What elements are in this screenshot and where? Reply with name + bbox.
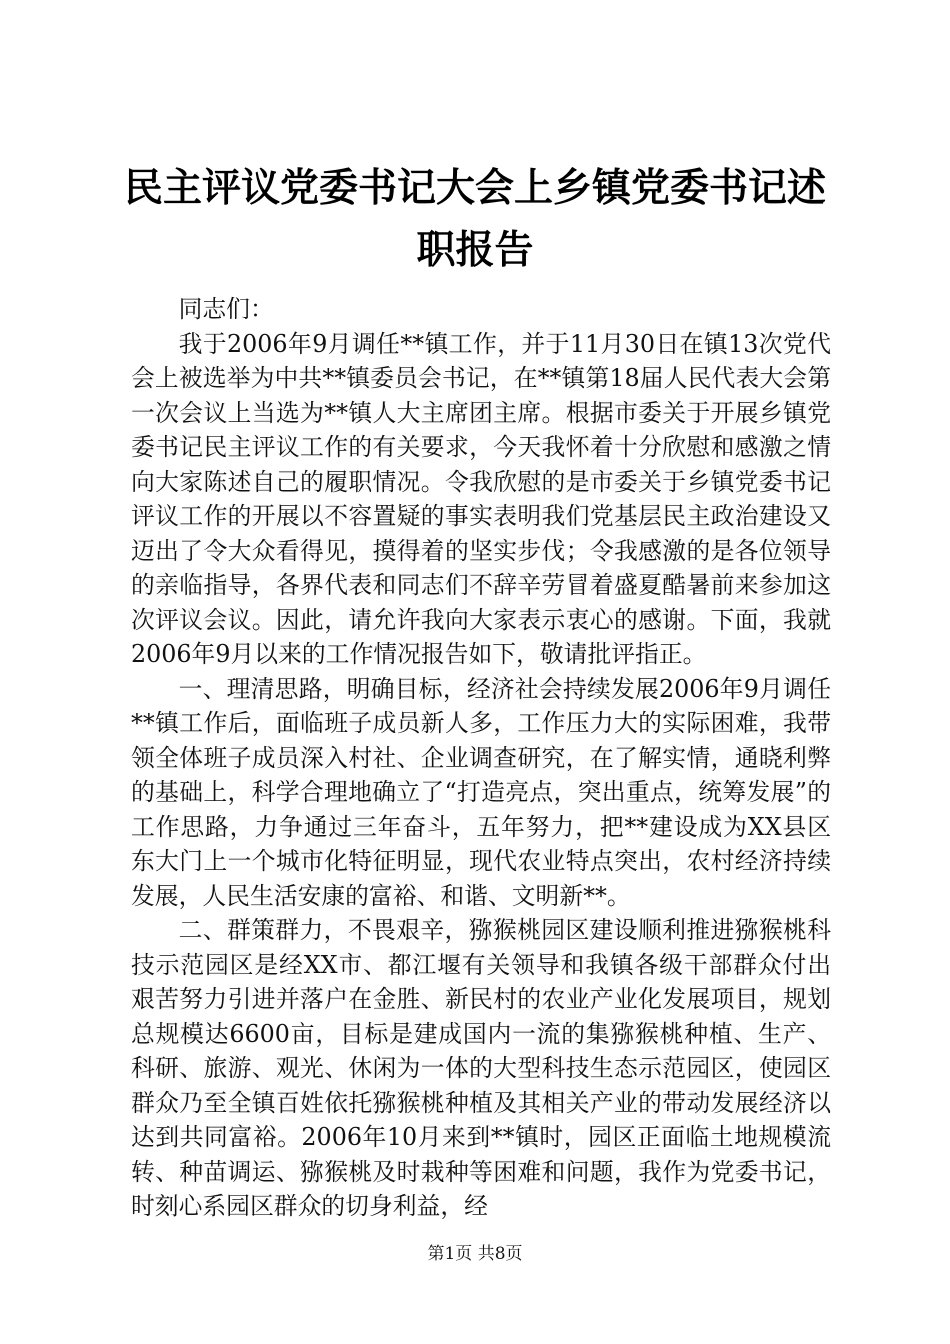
document-title: 民主评议党委书记大会上乡镇党委书记述职报告 <box>123 166 826 273</box>
section-two-paragraph: 二、群策群力，不畏艰辛，猕猴桃园区建设顺利推进猕猴桃科技示范园区是经XX市、都江堰有关领导和我镇各级干部群众付出艰苦努力引进并落户在金胜、新民村的农业产业化发展项目，规划总规模达6600亩，目标是建成国内一流的集猕猴桃种植、生产、科研、旅游、观光、休闲为一体的大型科技生态示范园区，使园区群众乃至全镇百姓依托猕猴桃种植及其相关产业的带动发展经济以达到共同富裕。2006年10月来到**镇时，园区正面临土地规模流转、种苗调运、猕猴桃及时栽种等困难和问题，我作为党委书记，时刻心系园区群众的切身利益，经 <box>131 916 831 1220</box>
salutation-paragraph: 同志们： <box>178 295 274 323</box>
page-number-footer: 第1页 共8页 <box>427 1244 523 1264</box>
document-body <box>131 292 831 1224</box>
section-one-paragraph: 一、理清思路，明确目标，经济社会持续发展2006年9月调任**镇工作后，面临班子成员新人多，工作压力大的实际困难，我带领全体班子成员深入村社、企业调查研究，在了解实情，通晓利弊的基础上，科学合理地确立了“打造亮点，突出重点，统筹发展”的工作思路，力争通过三年奋斗，五年努力，把**建设成为XX县区东大门上一个城市化特征明显，现代农业特点突出，农村经济持续发展，人民生活安康的富裕、和谐、文明新**。 <box>131 674 831 910</box>
intro-paragraph: 我于2006年9月调任**镇工作，并于11月30日在镇13次党代会上被选举为中共**镇委员会书记，在**镇第18届人民代表大会第一次会议上当选为**镇人大主席团主席。根据市委关于开展乡镇党委书记民主评议工作的有关要求，今天我怀着十分欣慰和感激之情向大家陈述自己的履职情况。令我欣慰的是市委关于乡镇党委书记评议工作的开展以不容置疑的事实表明我们党基层民主政治建设又迈出了令大众看得见，摸得着的坚实步伐；令我感激的是各位领导的亲临指导，各界代表和同志们不辞辛劳冒着盛夏酷暑前来参加这次评议会议。因此，请允许我向大家表示衷心的感谢。下面，我就2006年9月以来的工作情况报告如下，敬请批评指正。 <box>131 329 831 668</box>
